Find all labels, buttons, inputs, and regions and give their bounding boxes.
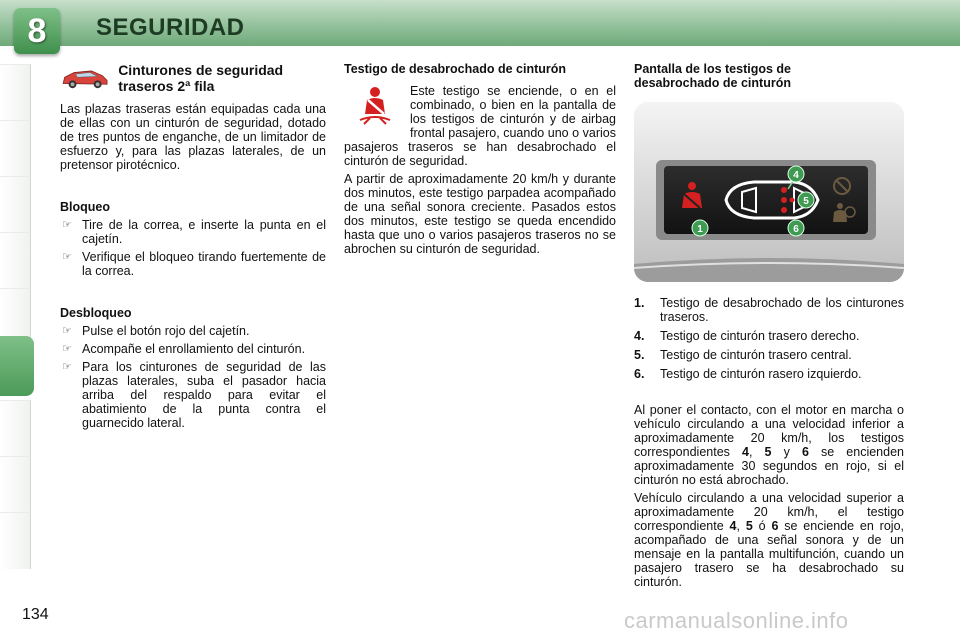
list-item-text: Verifique el bloqueo tirando fuertemente de la correa. xyxy=(82,250,326,278)
callout-1 xyxy=(692,220,708,236)
column-warning-light xyxy=(344,62,616,256)
side-tab-1[interactable] xyxy=(0,64,31,121)
legend-number: 5. xyxy=(634,348,645,362)
svg-text:6: 6 xyxy=(793,224,799,235)
list-item-text: Acompañe el enrollamiento del cinturón. xyxy=(82,342,306,356)
bloqueo-title: Bloqueo xyxy=(60,200,110,214)
finger-pointer-icon: ☞ xyxy=(62,361,72,373)
rear-belts-intro: Las plazas traseras están equipadas cada una de ellas con un cinturón de seguridad, dotado de tres puntos de enganche, de un limitador de esfuerzo y, para las plazas laterales, de un pretensor pirotécnico. xyxy=(60,102,326,172)
callout-6 xyxy=(788,220,804,236)
callout-5 xyxy=(798,192,814,208)
list-item xyxy=(60,342,326,356)
seatbelt-warning-icon xyxy=(350,84,400,128)
belt-display-p1: Al poner el contacto, con el motor en marcha o vehículo circulando a una velocidad inferior a aproximadamente 20 km/h, los testigos correspondientes 4, 5 y 6 se encienden aproximadamente 30 segundos en rojo, si el cinturón no está abrochado. xyxy=(634,403,904,487)
warning-light-p1-wrap xyxy=(344,84,616,168)
warning-light-title: Testigo de desabrochado de cinturón xyxy=(344,62,567,76)
column-belt-display xyxy=(634,62,904,589)
warning-light-p2: A partir de aproximadamente 20 km/h y durante dos minutos, este testigo parpadea acompañado de una señal sonora creciente. Pasados estos dos minutos, este testigo se queda encendido hasta que uno o varios pasajeros traseros no se abrochen su cinturón de seguridad. xyxy=(344,172,616,256)
legend-text: Testigo de cinturón rasero izquierdo. xyxy=(660,367,862,381)
legend-number: 6. xyxy=(634,367,645,381)
side-tab-8[interactable] xyxy=(0,456,31,513)
header-divider xyxy=(0,46,960,54)
callout-4 xyxy=(788,166,804,182)
finger-pointer-icon: ☞ xyxy=(62,325,72,337)
chapter-number-tab: 8 xyxy=(14,8,60,54)
list-item xyxy=(60,360,326,430)
column-rear-belts xyxy=(60,62,326,430)
seat-led-center xyxy=(781,197,787,203)
car-icon xyxy=(60,63,110,93)
side-tab-3[interactable] xyxy=(0,176,31,233)
legend-item xyxy=(634,348,904,362)
legend-text: Testigo de cinturón trasero derecho. xyxy=(660,329,860,343)
svg-text:5: 5 xyxy=(803,196,809,207)
legend-text: Testigo de cinturón trasero central. xyxy=(660,348,852,362)
side-tab-7[interactable] xyxy=(0,400,31,457)
list-item xyxy=(60,250,326,278)
belt-display-p2: Vehículo circulando a una velocidad superior a aproximadamente 20 km/h, el testigo correspondiente 4, 5 ó 6 se enciende en rojo, acompañado de una señal sonora y de un mensaje en la pantalla multifunción, cuando un pasajero trasero se ha desabrochado su cinturón. xyxy=(634,491,904,589)
legend-item xyxy=(634,296,904,324)
list-item-text: Pulse el botón rojo del cajetín. xyxy=(82,324,250,338)
svg-text:1: 1 xyxy=(697,224,703,235)
legend-text: Testigo de desabrochado de los cinturones traseros. xyxy=(660,296,904,324)
section-title: SEGURIDAD xyxy=(96,14,245,41)
finger-pointer-icon: ☞ xyxy=(62,251,72,263)
rear-belts-title: Cinturones de seguridad traseros 2ª fila xyxy=(118,62,284,94)
list-item xyxy=(60,218,326,246)
seat-led-left xyxy=(781,207,787,213)
belt-display-illustration xyxy=(634,102,904,282)
finger-pointer-icon: ☞ xyxy=(62,343,72,355)
list-item xyxy=(60,324,326,338)
belt-display-title: Pantalla de los testigos de desabrochado de cinturón xyxy=(634,62,791,90)
legend-item xyxy=(634,367,904,381)
legend-number: 1. xyxy=(634,296,645,310)
page-number: 134 xyxy=(22,606,49,623)
title-row xyxy=(60,62,326,94)
seat-led-right xyxy=(781,187,787,193)
finger-pointer-icon: ☞ xyxy=(62,219,72,231)
list-item-text: Tire de la correa, e inserte la punta en el cajetín. xyxy=(82,218,326,246)
side-tab-2[interactable] xyxy=(0,120,31,177)
dashboard-panel-graphic xyxy=(634,102,904,282)
list-item-text: Para los cinturones de seguridad de las plazas laterales, suba el pasador hacia arriba del respaldo para evitar el abatimiento de la punta contra el guarnecido lateral. xyxy=(82,360,326,430)
watermark: carmanualsonline.info xyxy=(624,608,849,633)
legend-list xyxy=(634,296,904,381)
side-tab-9[interactable] xyxy=(0,512,31,569)
legend-item xyxy=(634,329,904,343)
side-tab-active[interactable] xyxy=(0,336,34,396)
legend-number: 4. xyxy=(634,329,645,343)
side-tab-4[interactable] xyxy=(0,232,31,289)
desbloqueo-title: Desbloqueo xyxy=(60,306,132,320)
svg-text:4: 4 xyxy=(793,170,799,181)
warning-light-p1: Este testigo se enciende, o en el combinado, o bien en la pantalla de los testigos de cinturón y de airbag frontal pasajero, cuando uno o varios pasajeros traseros se han desabrochado el cinturón de seguridad. xyxy=(344,84,616,168)
seat-led-extra xyxy=(790,198,795,203)
